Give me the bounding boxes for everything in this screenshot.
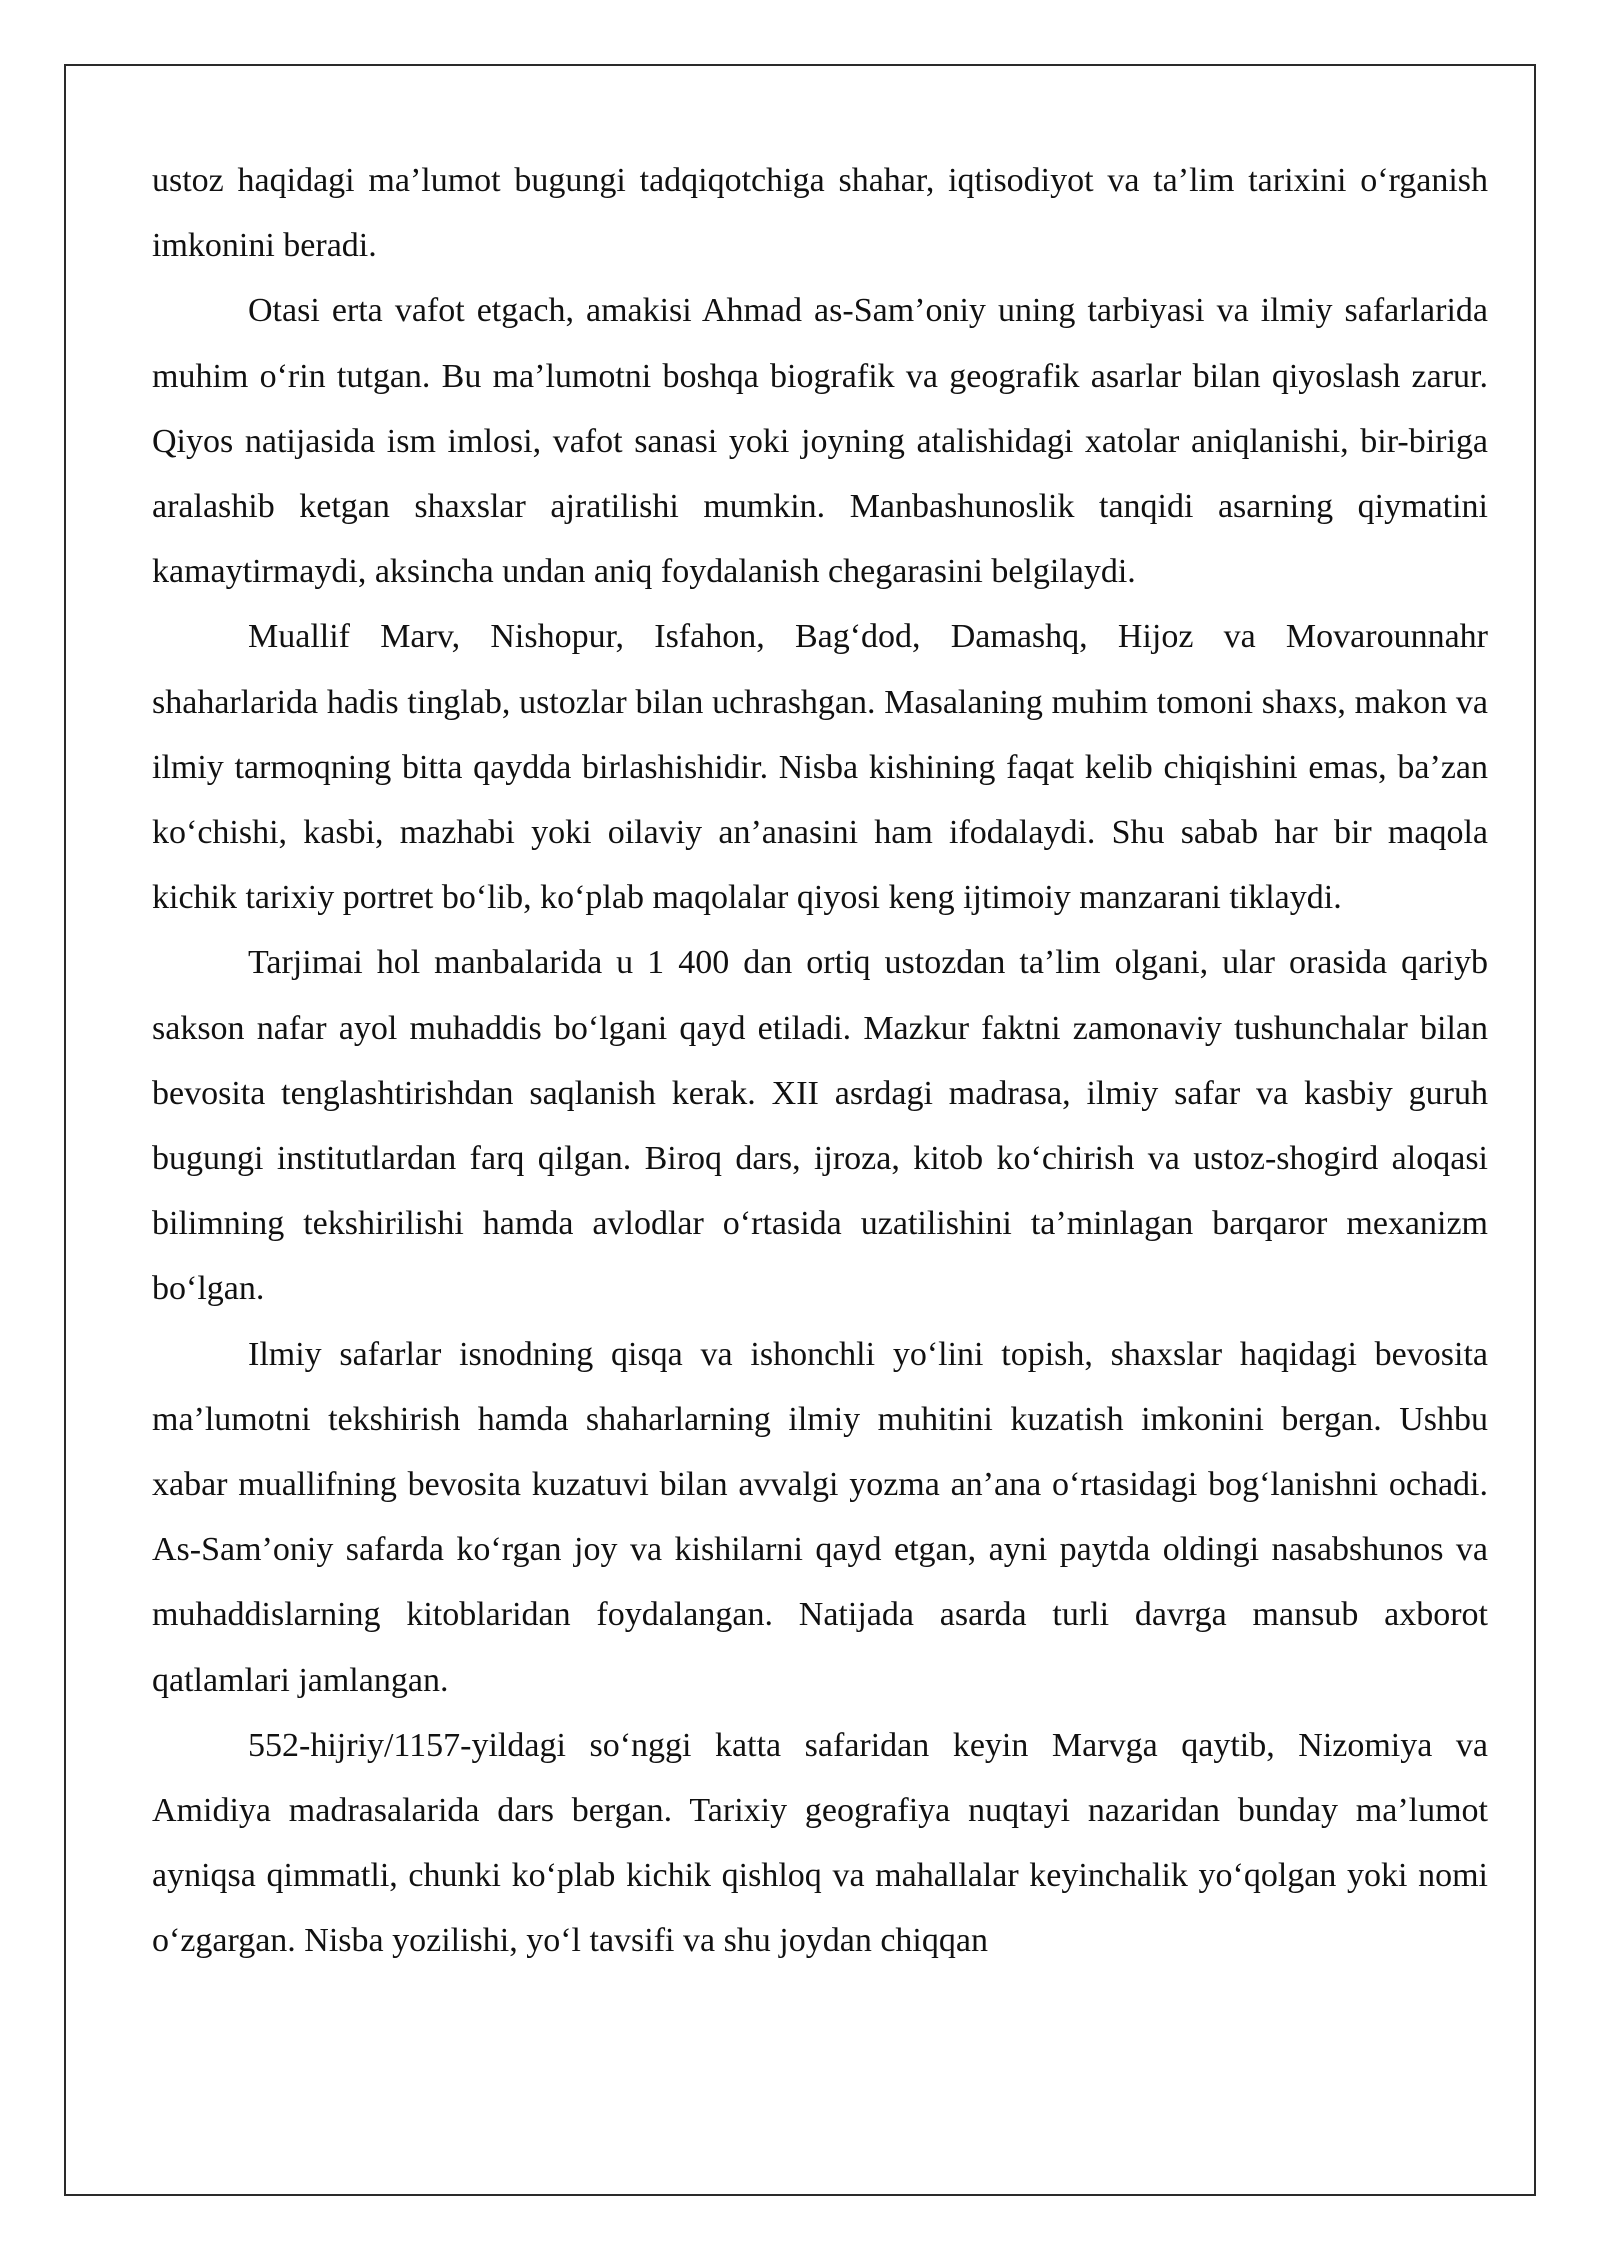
- paragraph-truncated: 552-hijriy/1157-yildagi so‘nggi katta safaridan keyin Marvga qaytib, Nizomiya va Amidiya madrasalarida dars bergan. Tarixiy geografiya nuqtayi nazaridan bunday ma’lumot ayniqsa qimmatli, chunki ko‘plab kichik qishloq va mahallalar keyinchalik yo‘qolgan yoki nomi o‘zgargan. Nisba yozilishi, yo‘l tavsifi va shu joydan chiqqan: [152, 1726, 1488, 1960]
- document-body: [152, 148, 1488, 1974]
- paragraph-continuation: ustoz haqidagi ma’lumot bugungi tadqiqotchiga shahar, iqtisodiyot va ta’lim tarixini o‘rganish imkonini beradi.: [152, 162, 1488, 265]
- paragraph: Tarjimai hol manbalarida u 1 400 dan ortiq ustozdan ta’lim olgani, ular orasida qariyb sakson nafar ayol muhaddis bo‘lgani qayd etiladi. Mazkur faktni zamonaviy tushunchalar bilan bevosita tenglashtirishdan saqlanish kerak. XII asrdagi madrasa, ilmiy safar va kasbiy guruh bugungi institutlardan farq qilgan. Biroq dars, ijroza, kitob ko‘chirish va ustoz-shogird aloqasi bilimning tekshirilishi hamda avlodlar o‘rtasida uzatilishini ta’minlagan barqaror mexanizm bo‘lgan.: [152, 944, 1488, 1308]
- paragraph: Muallif Marv, Nishopur, Isfahon, Bag‘dod, Damashq, Hijoz va Movarounnahr shaharlarida hadis tinglab, ustozlar bilan uchrashgan. Masalaning muhim tomoni shaxs, makon va ilmiy tarmoqning bitta qaydda birlashishidir. Nisba kishining faqat kelib chiqishini emas, ba’zan ko‘chishi, kasbi, mazhabi yoki oilaviy an’anasini ham ifodalaydi. Shu sabab har bir maqola kichik tarixiy portret bo‘lib, ko‘plab maqolalar qiyosi keng ijtimoiy manzarani tiklaydi.: [152, 618, 1488, 917]
- paragraph: Otasi erta vafot etgach, amakisi Ahmad as-Sam’oniy uning tarbiyasi va ilmiy safarlarida muhim o‘rin tutgan. Bu ma’lumotni boshqa biografik va geografik asarlar bilan qiyoslash zarur. Qiyos natijasida ism imlosi, vafot sanasi yoki joyning atalishidagi xatolar aniqlanishi, bir-biriga aralashib ketgan shaxslar ajratilishi mumkin. Manbashunoslik tanqidi asarning qiymatini kamaytirmaydi, aksincha undan aniq foydalanish chegarasini belgilaydi.: [152, 292, 1488, 591]
- paragraph: Ilmiy safarlar isnodning qisqa va ishonchli yo‘lini topish, shaxslar haqidagi bevosita ma’lumotni tekshirish hamda shaharlarning ilmiy muhitini kuzatish imkonini bergan. Ushbu xabar muallifning bevosita kuzatuvi bilan avvalgi yozma an’ana o‘rtasidagi bog‘lanishni ochadi. As-Sam’oniy safarda ko‘rgan joy va kishilarni qayd etgan, ayni paytda oldingi nasabshunos va muhaddislarning kitoblaridan foydalangan. Natijada asarda turli davrga mansub axborot qatlamlari jamlangan.: [152, 1335, 1488, 1699]
